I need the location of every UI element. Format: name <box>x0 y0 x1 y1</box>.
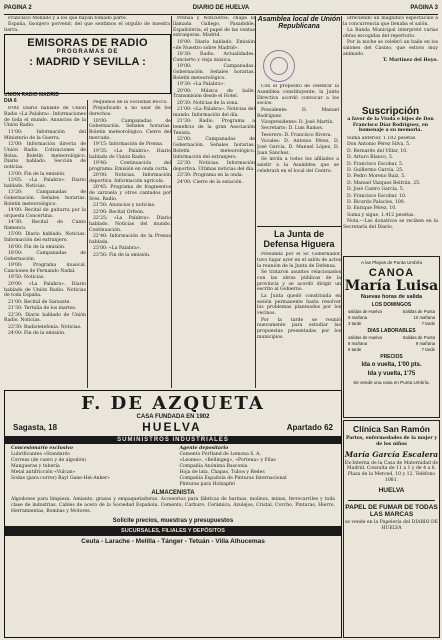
canoa-row3a: 8 mañana <box>348 341 368 346</box>
col2-3: 19'15: Información de Prensa. <box>93 142 164 148</box>
col5b-1: Don Antonio Pérez Silva, 5. <box>347 142 411 148</box>
azqueta-right-5: Pinturas para Holzapfel <box>179 482 235 487</box>
col1-12: 19'50: Noticias. <box>8 275 45 281</box>
col1-4: 13'05: «La Palabra». Diario hablado. Noticias. <box>4 177 86 189</box>
col5-0: ofreciendo un magnífico espectáculo a la concurrencia que llenaba el salón. <box>343 16 438 27</box>
azqueta-left-head: Concesionario exclusivo <box>11 446 73 451</box>
clinica-sub: Partos, enfermedades de la mujer y de los niños <box>345 436 438 447</box>
col5b-8: D. José Castro García, 5. <box>347 187 405 193</box>
azqueta-name: F. DE AZQUETA <box>81 393 265 414</box>
col3-2: 18'30: Radio. Actualidades. Concierto y vieja música. <box>173 51 255 63</box>
azqueta-left-0: Lubrificantes «Standard» <box>11 452 71 457</box>
col5-2: Por la noche se celebró un baile en los salones del Casino, que estuvo muy animado. <box>343 40 438 57</box>
canoa-sal-huelva: salidas de Huelva <box>348 309 382 314</box>
canoa-extra: Se vende una casa en Punta Umbría. <box>353 380 430 385</box>
col3-11: 23'30: Programa en la onda. <box>177 173 244 179</box>
azqueta-sucursales: SUCURSALES, FILIALES Y DEPÓSITOS <box>5 526 341 536</box>
newspaper-title: DIARIO DE HUELVA <box>192 5 250 11</box>
azqueta-cities: Ceuta - Larache - Melilla - Tánger - Tetuán - Villa Alhucemas <box>81 538 265 545</box>
radio-day: DIA 6 <box>4 98 17 104</box>
col1-3: 13'00: Fin de la emisión. <box>8 171 66 177</box>
canoa-sal-punta: Salidas de Punta <box>402 309 435 314</box>
col1-16: 22'30: Diario hablado de Unión Radio. Noticias. <box>4 312 86 324</box>
azqueta-solicite: Solicite precios, muestras y presupuestos <box>112 518 234 524</box>
col-top-left-0: Francisco Mellado y a los que hayan tomado parte. <box>8 16 128 21</box>
col4-0: Con el propósito de celebrar la Asamblea constituyente, la Junta Directiva acordó convocar a los socios. <box>257 84 339 107</box>
radio-column-3 <box>173 16 255 388</box>
col5b-12: Suma y sigue, 1.412 pesetas. <box>347 212 415 218</box>
azqueta-right-2: Compañía Anónima Basconia <box>179 464 248 469</box>
radio-union: UNION RADIO MADRID <box>4 92 59 98</box>
col1-9: 16'00: Fin de la emisión. <box>8 244 66 250</box>
col2-6: 20'00: Noticias. Información deportiva. Información agrícola. <box>89 173 171 184</box>
canoa-advertisement <box>343 256 440 418</box>
col5b-2: D. Bernardo del Villar, 10. <box>347 148 408 154</box>
azqueta-left-1: Correas (de cuero y de algodón) <box>11 458 87 463</box>
col5-1: La Banda Municipal interpretó varias obras escogidas del repertorio. <box>343 28 438 39</box>
article-right-top <box>343 16 438 104</box>
clinica-sold: se vende en la Papelería del DIARIO DE HUELVA <box>344 519 438 531</box>
canoa-row1a: 9 mañana <box>348 315 368 320</box>
canoa-row2a: 3 tarde <box>348 321 362 326</box>
col5b-11: D. Enrique Pérez, 10. <box>347 206 397 212</box>
col3-1: 18'00: Diario hablado. Emisión «de Nuestro sobre Madrid». <box>173 39 255 51</box>
col2-13: 23'50: Fin de la emisión. <box>93 252 151 258</box>
asamblea-heading <box>257 16 341 30</box>
col1-8: 15'00: Diario hablado. Noticias. Información del extranjero. <box>4 232 86 244</box>
col5-3: T. Martínez del Hoyo. <box>383 58 438 64</box>
canoa-sal-punta: Salidas de Punta <box>402 335 435 340</box>
col1-13: 20'00: «La Palabra». Diario hablado de Unión Radio. Noticias de toda España. <box>4 281 86 299</box>
col3-3: 19'00: Campanadas. Gobernación. Señales horarias. Boletín meteorológico. <box>173 64 255 81</box>
clinica-advertisement <box>343 420 440 638</box>
col3-8: 21'30: Radio. Programa a beneficio de la gran Asociación Tenista. <box>173 119 255 136</box>
col1-11: 19'00: Programa musical. Canciones de Fernando Nadal. <box>4 263 86 275</box>
canoa-ida: Ida o vuelta, 1'00 pts. <box>361 362 422 368</box>
azqueta-almacen-desc: Algodones para limpieza. Amianto, grasas y empaquetaduras. Accesorios para fábricas de harinas, molinos, minas, ferrocarriles y toda clase de industrias. Cables de acero de la Sociedad Española. Cemento, Carburo, Cerámica, Azulejos, Cristal, Corcho, Pinturas, Hierro, Herramientas, Bombas y Motores. <box>11 497 335 514</box>
col3-6: 20'30: Noticias de la zona. <box>177 100 239 106</box>
page-header <box>4 2 438 15</box>
canoa-idav: Ida y vuelta, 1'75 <box>367 371 416 377</box>
col4b-3: Por la tarde se reunió nuevamente para estudiar las propuestas presentadas por los municipios. <box>257 317 341 340</box>
canoa-row2b: 7 tarde <box>421 321 435 326</box>
col5b-6: D. Pedro Moreno Ruiz, 5. <box>347 174 406 180</box>
radio-title: EMISORAS DE RADIO <box>27 37 148 49</box>
col1-6: 14'00: Recital de guitarra por la orquesta Concertina. <box>4 208 86 219</box>
col5b-7: D. Manuel Vázquez Beltrán, 25. <box>347 180 421 186</box>
junta-title: La Junta de Defensa Higuera <box>263 229 335 249</box>
col-top-left-1: España, lisonjero porvenir, del que sentimos el orgullo de nuestra tierra. <box>4 22 170 34</box>
col2-4: 19'35: «La Palabra». Diario hablado de Unión Radio. <box>89 148 171 160</box>
col4b-0: Presidida por el Sr. Gobernador, tuvo lugar ayer en el salón de actos la reunión de la Junta de Defensa. <box>257 252 341 269</box>
article-top-left <box>4 16 170 34</box>
col1-15: 21'30: Tertulia de los martes. <box>8 306 77 312</box>
radio-cities: : MADRID Y SEVILLA : <box>29 56 146 68</box>
col5b-10: D. Ricardo Palacios, 100. <box>347 199 406 205</box>
col4-6: Se invita a todos los afiliados a asistir a la Asamblea que se celebrará en el local del Centro. <box>257 157 339 174</box>
stamp-seal-icon <box>263 50 295 82</box>
canoa-precios: PRECIOS <box>380 354 403 360</box>
canoa-row1b: 10 mañana <box>413 315 435 320</box>
azqueta-city: HUELVA <box>142 420 202 434</box>
azqueta-right-head: Agente depositario <box>179 446 229 451</box>
azqueta-street: Sagasta, 18 <box>13 422 58 432</box>
col5b-4: D. Francisco Escobar, 5. <box>347 161 404 167</box>
azqueta-almacenista: ALMACENISTA <box>151 490 195 496</box>
col2-1: Prejudicado a no usar de los derechos. <box>89 106 171 118</box>
canoa-sal-huelva: salidas de Huelva <box>348 335 382 340</box>
azqueta-left-3: Metal antifricción «Vulcan» <box>11 470 76 475</box>
col4-5: Vocales: D. Antonio Pérez, D. José García, D. Manuel López, D. Juan Sánchez. <box>257 139 339 156</box>
col2-0: Pequeños de la Sociedad Bocco. <box>93 100 168 105</box>
azqueta-left-list <box>11 446 167 488</box>
suscripcion-list <box>343 136 438 252</box>
col3-12: 24'00: Cierre de la estación. <box>177 179 243 185</box>
col2-7: 20'45: Programa de fragmentos de zarzuela y otros cantados por Sres. Radio. <box>89 185 171 202</box>
azqueta-left-2: Mangueras y tubería <box>11 464 60 469</box>
suscripcion-subtitle: a favor de la Viuda e hijos de Don Francisco Díaz Rodríguez, en homenaje a su memoria. <box>347 117 434 134</box>
col3-10: 22'30: Noticias. Información deportiva. Ultimas noticias del día. <box>173 161 255 172</box>
col3-0: Prensa y Noticieros; chapa la llamada Gallego, Pasadoble, Españoleria; el papel de las ventas extranjeras. Madrid. <box>173 16 255 39</box>
col2-2: 18'00: Campanadas de Gobernación. Señales horarias. Boletín meteorológico. Cierre del mercado. <box>89 118 171 141</box>
azqueta-advertisement <box>4 390 342 638</box>
azqueta-section: SUMINISTROS INDUSTRIALES <box>5 436 341 444</box>
clinica-paper: PAPEL DE FUMAR DE TODAS LAS MARCAS <box>345 503 438 518</box>
canoa-name: María Luisa <box>344 278 439 294</box>
col1-7: 14'30: Recital de Canto flamenco. <box>4 220 86 232</box>
radio-column-1 <box>4 106 86 394</box>
col1-14: 21'00: Recital de Sarasate. <box>8 299 71 305</box>
junta-article <box>257 252 341 388</box>
col3-5: 20'00: Música de baile. Transmisión desde el Hotel. <box>173 88 255 100</box>
col2-11: 22'40: Información de la Prensa hablada. <box>89 234 171 245</box>
azqueta-founded: CASA FUNDADA EN 1902 <box>136 414 210 420</box>
col4-2: Vicepresidente: D. José Martín. <box>261 119 334 125</box>
col4-3: Secretario: D. Luis Ramos. <box>261 126 324 132</box>
canoa-domingos: LOS DOMINGOS <box>371 302 412 308</box>
page-number-left: PAGINA 2 <box>4 5 32 11</box>
azqueta-right-0: Cemento Portland de Lemona S. A. <box>179 452 261 457</box>
suscripcion-heading <box>343 106 438 134</box>
col1-1: 11'00: Información del Ministerio de la Guerra. <box>4 129 86 141</box>
col1-17: 23'30: Radiotelefonía. Noticias. <box>8 324 82 330</box>
radio-column-2 <box>89 100 171 388</box>
col2-10: 22'25: «La Palabra». Diario hablado. Noticias del mundo. Continuación. <box>89 216 171 233</box>
col1-2: 12'00: Información directa de Unión Radio. Cotizaciones de Bolsa. Boletín meteorológico. Diario hablado. Sección de noticias. <box>4 141 86 171</box>
clinica-title: Clínica San Ramón <box>353 424 430 434</box>
col4-4: Tesorero: D. Francisco Rivera. <box>261 132 332 138</box>
azqueta-left-4: Sodas (para correr) Bayl Gane-Hel-Anker» <box>11 476 110 481</box>
col3-9: 22'00: Campanadas de Gobernación. Señales horarias. Boletín meteorológico. Información del extranjero. <box>173 137 255 160</box>
col2-9: 22'00: Recital Orfeón. <box>93 209 145 215</box>
suscripcion-title: Suscripción <box>361 106 420 117</box>
radio-station-header <box>4 92 86 104</box>
col1-0: 8'00: Diario hablado de Unión Radio «La Palabra». Informaciones de toda el mundo. Anuncios de la Unión Radio. <box>4 106 86 129</box>
clinica-desc: Ex-Interna de la Casa de Maternidad de Madrid. Consulta de 11 a 1 y de 4 a 6. Plaza de la Merced, 10 y 12, Teléfono 1081. <box>344 460 439 483</box>
azqueta-right-3: Hoja de lata, Chapas, Tubos y Redes <box>179 470 265 475</box>
col3-4: 19'30: «La Palabra». <box>177 82 225 88</box>
azqueta-right-list <box>179 446 335 488</box>
col1-5: 13'20: Campanadas de Gobernación. Señales horarias. Boletín meteorológico. <box>4 190 86 207</box>
canoa-row3b: 9 mañana <box>415 341 435 346</box>
radio-programs-box <box>4 34 171 94</box>
col1-18: 24'00: Fin de la emisión. <box>8 331 66 337</box>
canoa-laborables: DIAS LABORABLES <box>367 328 416 334</box>
col5b-5: D. Guillermo García, 25. <box>347 167 404 173</box>
col4-1: Presidente: D. Manuel Rodríguez. <box>257 107 339 119</box>
col4b-2: La Junta quedó constituida en sesión permanente hasta resolver los problemas planteados por los vecinos. <box>257 293 341 317</box>
col4b-1: Se trataron asuntos relacionados con las obras públicas de la provincia y se acordó dirigir un escrito al Gobierno. <box>257 269 341 293</box>
junta-heading <box>257 226 341 249</box>
azqueta-right-1: «Leones», «Bellingeg», «Portena» y Filas <box>179 458 276 463</box>
col2-12: 23'00: «La Palabra». <box>93 246 141 252</box>
azqueta-apartado: Apartado 62 <box>286 422 333 432</box>
canoa-row4a: 6 tarde <box>348 347 362 352</box>
page-number-right: PAGINA 3 <box>410 5 438 11</box>
col5b-0: Suma anterior, 1.182 pesetas. <box>347 136 417 141</box>
col5b-3: D. Arturo Blanco, 5. <box>347 155 394 161</box>
col2-8: 21'50: Anuncios y noticias. <box>93 203 156 209</box>
col5b-9: D. Francisco Escobar, 10. <box>347 193 407 199</box>
col3-7: 21'00: «La Palabra». Noticias del mundo. Información del día. <box>173 107 255 118</box>
col2-5: 19'40: Continuación del programa. Emisión en onda corta. <box>89 160 171 172</box>
asamblea-title: Asamblea local de Unión Republicana <box>257 16 341 30</box>
azqueta-right-4: Compañía Española de Pinturas Internacional <box>179 476 287 481</box>
canoa-tag: Nuevas horas de salida <box>360 294 423 300</box>
canoa-top: A las Playas de Punta Umbría <box>360 260 423 265</box>
col1-10: 18'00: Campanadas de Gobernación. <box>4 251 86 262</box>
col5b-13: Nota.—Las donativos se reciben en la Secretaría del Diario. <box>343 219 438 230</box>
clinica-name: María García Escalera <box>344 449 439 459</box>
radio-subtitle: PROGRAMAS DE <box>56 49 119 55</box>
asamblea-article <box>257 84 339 224</box>
clinica-city: HUELVA <box>378 486 405 494</box>
canoa-row4b: 7 tarde <box>421 347 435 352</box>
canoa-word: CANOA <box>368 267 415 279</box>
